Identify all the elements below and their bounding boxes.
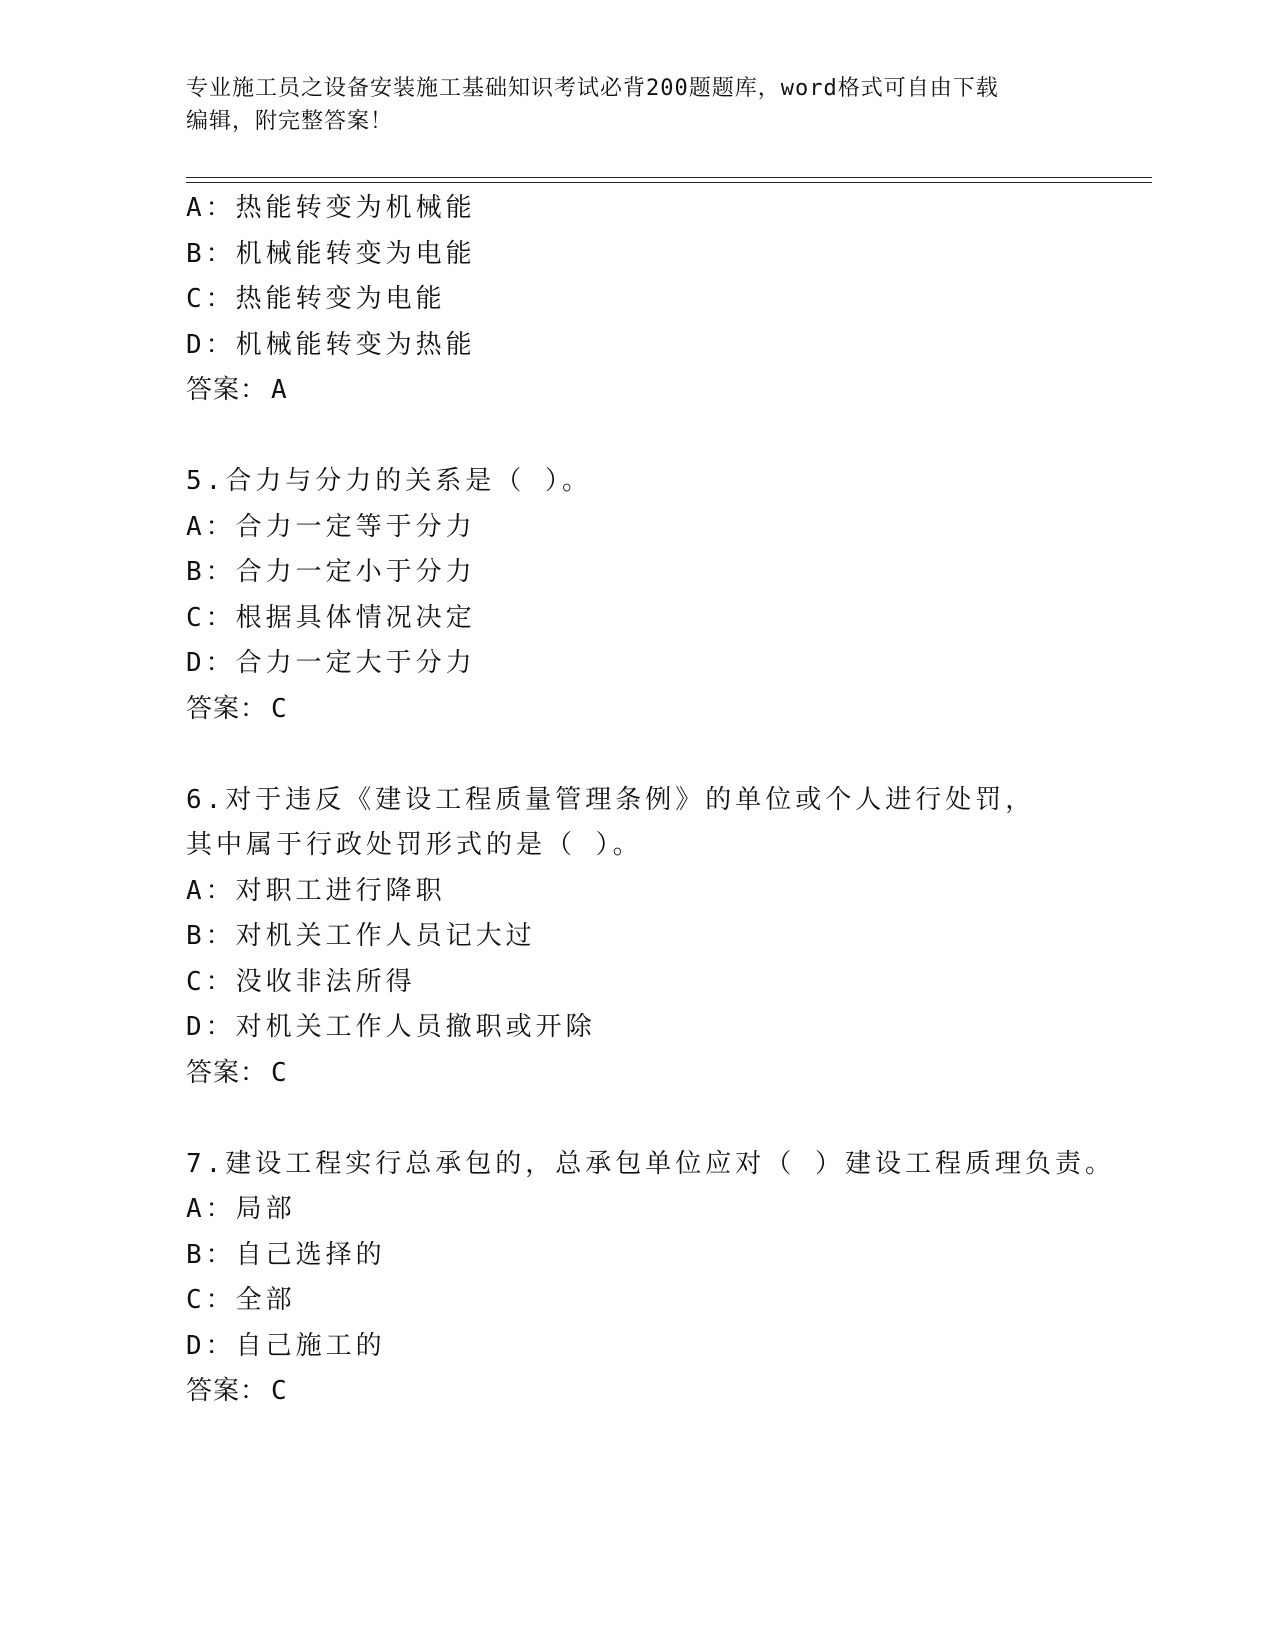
spacer (186, 414, 1086, 460)
answer-value: A (271, 375, 288, 405)
header-divider-top (186, 177, 1152, 178)
answer-label: 答案： (186, 375, 268, 405)
answer-label: 答案： (186, 1376, 268, 1406)
question-6 (186, 778, 1086, 1097)
question-list (186, 186, 1115, 1415)
answer-value: C (271, 1376, 288, 1406)
option-d: D：自己施工的 (186, 1330, 386, 1361)
question-5 (186, 459, 1086, 732)
option-a: A：对职工进行降职 (186, 875, 446, 906)
option-a: A：合力一定等于分力 (186, 511, 476, 542)
option-b: B：对机关工作人员记大过 (186, 921, 536, 951)
option-c: C：没收非法所得 (186, 966, 416, 997)
header-divider-bottom (186, 182, 1152, 183)
header-title-line2: 编辑，附完整答案！ (186, 109, 394, 134)
spacer (186, 732, 1086, 778)
answer-line (186, 368, 1086, 414)
answer-label: 答案： (186, 693, 268, 724)
option-b: B：机械能转变为电能 (186, 238, 476, 269)
option-c: C：根据具体情况决定 (186, 602, 476, 633)
answer-value: C (271, 693, 288, 724)
answer-label: 答案： (186, 1057, 268, 1088)
spacer (186, 1096, 1086, 1142)
option-c: C：热能转变为电能 (186, 284, 446, 314)
question-7 (186, 1142, 1115, 1415)
document-header (186, 72, 1086, 138)
answer-line (186, 687, 1086, 733)
header-title-line1: 专业施工员之设备安装施工基础知识考试必背200题题库，word格式可自由下载 (186, 76, 999, 101)
option-a: A：热能转变为机械能 (186, 193, 476, 223)
option-d: D：机械能转变为热能 (186, 329, 476, 360)
option-a: A：局部 (186, 1194, 296, 1224)
option-b: B：合力一定小于分力 (186, 557, 476, 587)
answer-line (186, 1369, 1086, 1415)
answer-value: C (271, 1057, 288, 1088)
option-c: C：全部 (186, 1285, 296, 1315)
question-4 (186, 186, 1086, 414)
question-text: 7.建设工程实行总承包的，总承包单位应对（ ）建设工程质理负责。 (186, 1148, 1115, 1179)
option-b: B：自己选择的 (186, 1239, 386, 1270)
option-d: D：对机关工作人员撤职或开除 (186, 1012, 596, 1042)
option-d: D：合力一定大于分力 (186, 648, 476, 678)
question-text: 6.对于违反《建设工程质量管理条例》的单位或个人进行处罚，其中属于行政处罚形式的是（ ）。 (186, 784, 1036, 860)
answer-line (186, 1051, 1086, 1097)
question-text: 5.合力与分力的关系是（ ）。 (186, 466, 592, 496)
